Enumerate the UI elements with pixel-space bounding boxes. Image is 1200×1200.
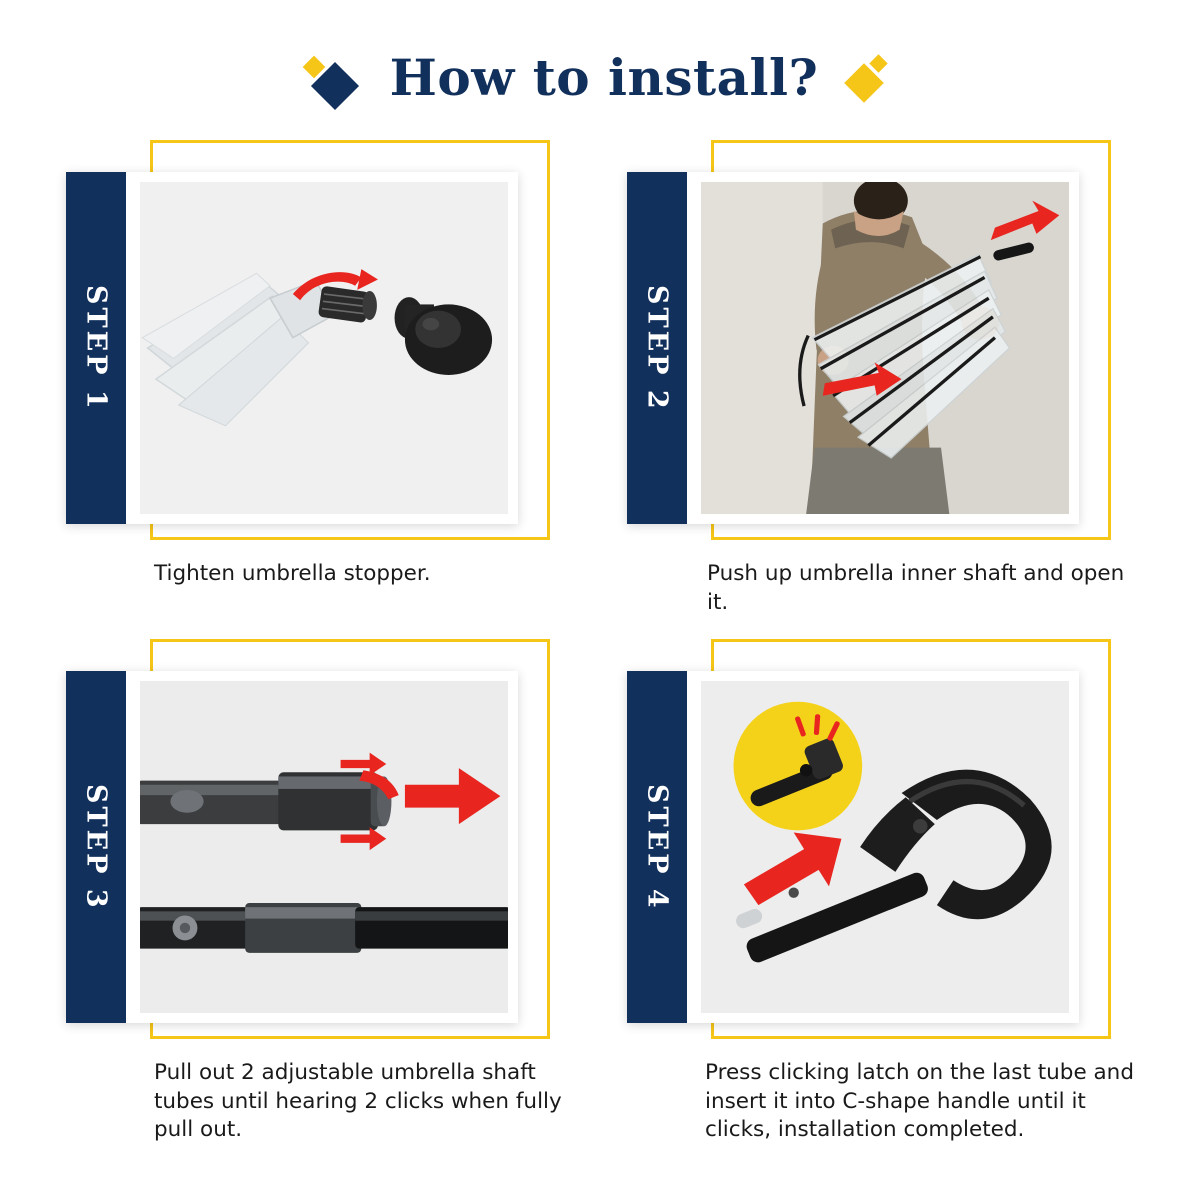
diamond-navy-icon — [306, 49, 362, 107]
step-card-2 — [619, 140, 1142, 617]
step-card-4 — [619, 639, 1142, 1145]
step-2-caption: Push up umbrella inner shaft and open it. — [707, 561, 1125, 615]
step-4-image — [701, 681, 1069, 1013]
step-2-illustration — [701, 182, 1069, 514]
step-4-label: STEP 4 — [641, 783, 673, 911]
page-title: How to install? — [389, 48, 819, 107]
step-1-photo-card — [66, 172, 518, 524]
step-1-illustration — [140, 182, 508, 514]
step-1-label: STEP 1 — [80, 284, 112, 412]
step-3-frame — [58, 639, 581, 1053]
step-2-frame — [619, 140, 1142, 554]
step-card-1 — [58, 140, 581, 617]
step-4-photo-card — [627, 671, 1079, 1023]
diamond-yellow-icon — [846, 53, 894, 103]
header — [0, 48, 1200, 107]
step-4-frame — [619, 639, 1142, 1053]
step-1-frame — [58, 140, 581, 554]
step-4-illustration — [701, 681, 1069, 1013]
step-3-illustration — [140, 681, 508, 1013]
step-2-label-bar — [627, 172, 687, 524]
step-3-caption: Pull out 2 adjustable umbrella shaft tubes until hearing 2 clicks when fully pull out. — [154, 1060, 562, 1143]
step-2-image — [701, 182, 1069, 514]
step-2-photo-card — [627, 172, 1079, 524]
step-4-label-bar — [627, 671, 687, 1023]
step-1-caption: Tighten umbrella stopper. — [154, 561, 431, 586]
step-1-image — [140, 182, 508, 514]
step-1-label-bar — [66, 172, 126, 524]
step-3-photo-card — [66, 671, 518, 1023]
step-3-label: STEP 3 — [80, 783, 112, 911]
step-2-label: STEP 2 — [641, 284, 673, 412]
step-3-label-bar — [66, 671, 126, 1023]
step-4-caption: Press clicking latch on the last tube and insert it into C-shape handle until it clicks, installation completed. — [705, 1060, 1134, 1143]
steps-grid — [0, 140, 1200, 1145]
step-3-image — [140, 681, 508, 1013]
step-card-3 — [58, 639, 581, 1145]
